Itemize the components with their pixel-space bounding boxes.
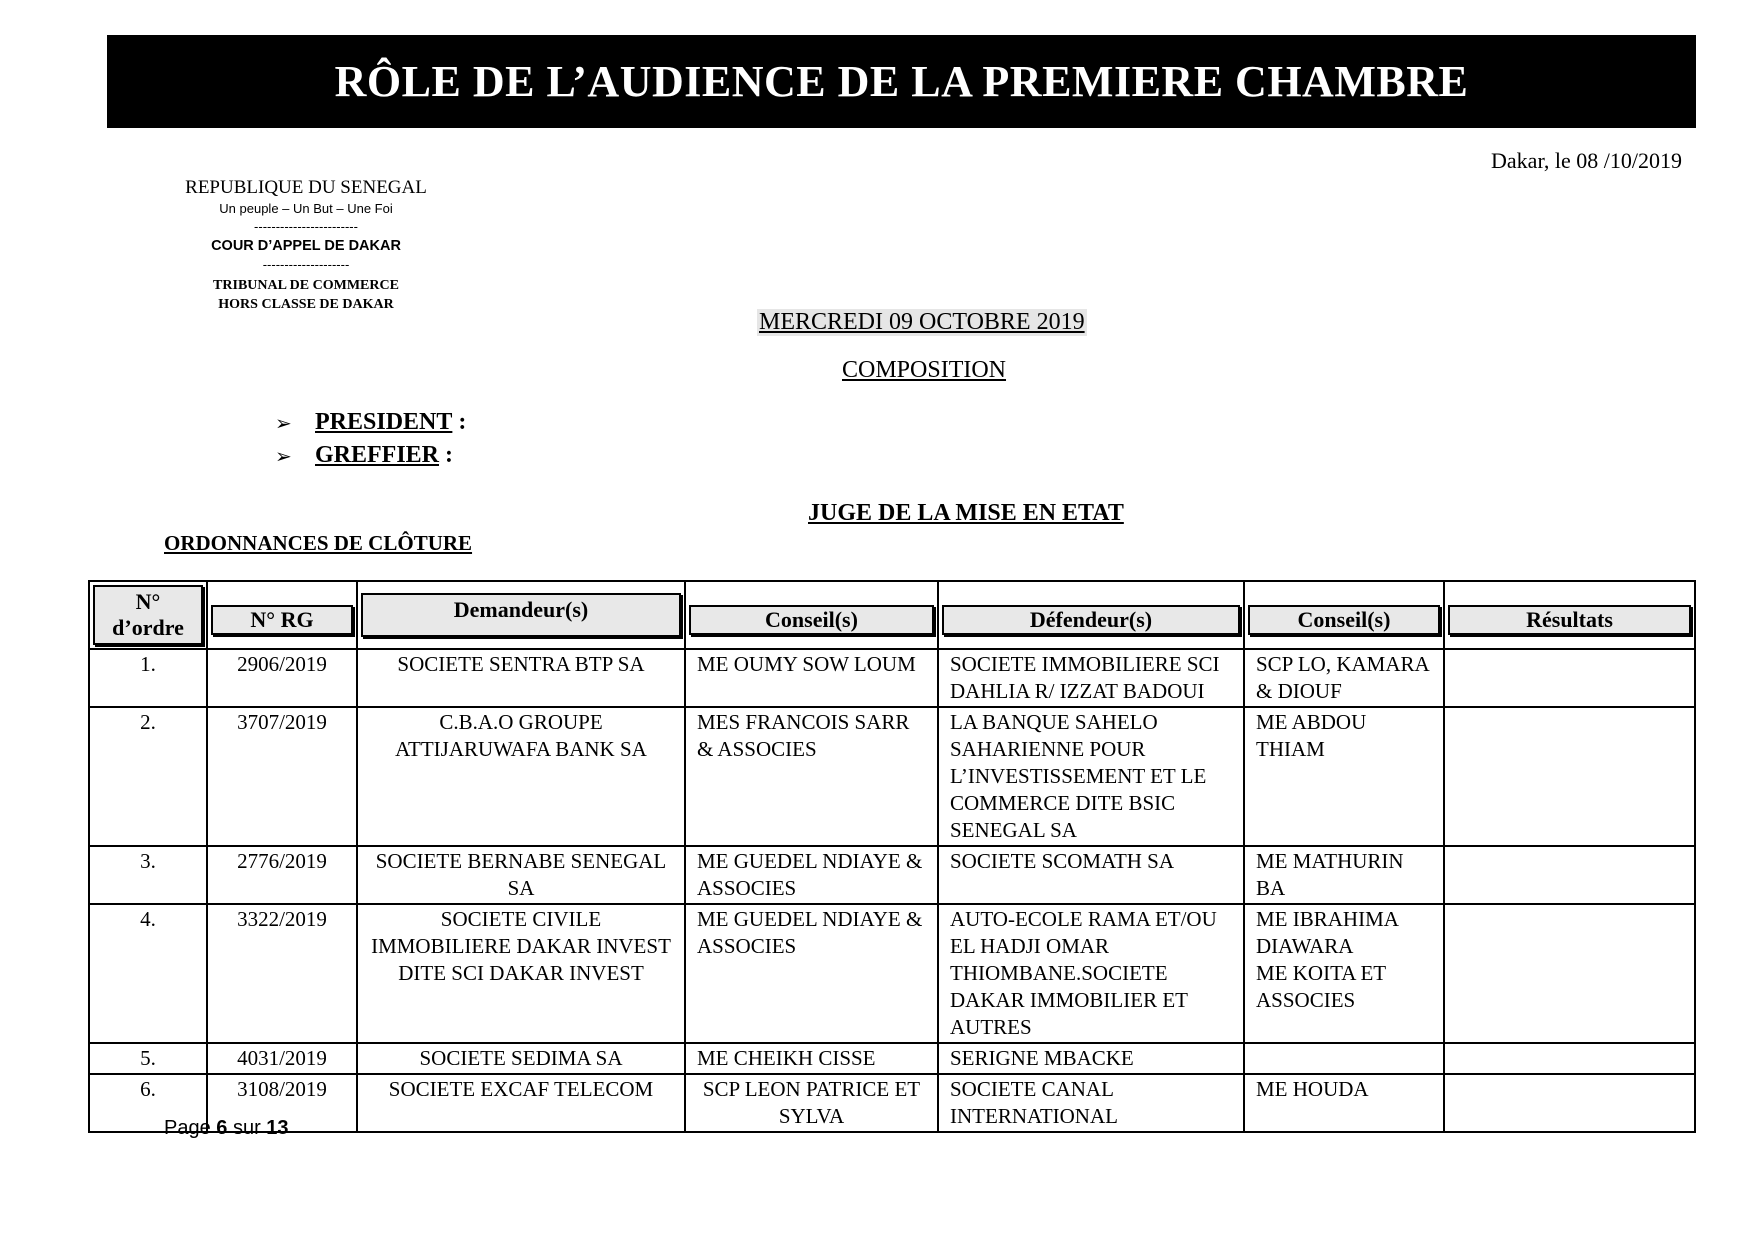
cell-resultat — [1444, 649, 1695, 707]
role-president — [275, 406, 466, 439]
cell-conseil: SCP LO, KAMARA & DIOUF — [1244, 649, 1444, 707]
cell-conseil — [1244, 904, 1444, 1043]
role-colon: : — [445, 442, 454, 468]
cell-rg: 2776/2019 — [207, 846, 357, 904]
cell-demandeur: SOCIETE SEDIMA SA — [357, 1043, 685, 1074]
cell-defendeur: AUTO-ECOLE RAMA ET/OU EL HADJI OMAR THIOMBANE.SOCIETE DAKAR IMMOBILIER ET AUTRES — [938, 904, 1244, 1043]
table-row — [89, 1043, 1695, 1074]
table-row — [89, 707, 1695, 846]
page-footer — [164, 1117, 289, 1140]
role-label: PRESIDENT — [315, 409, 453, 435]
cell-demandeur: SOCIETE BERNABE SENEGAL SA — [357, 846, 685, 904]
role-label: GREFFIER — [315, 442, 440, 468]
header-ordre-line1: N° — [135, 589, 161, 614]
conseil-line: ME IBRAHIMA DIAWARA — [1256, 907, 1398, 958]
cell-conseil: ME MATHURIN BA — [1244, 846, 1444, 904]
letterhead-court: COUR D’APPEL DE DAKAR — [211, 238, 401, 254]
header-ordre-line2: d’ordre — [112, 615, 184, 640]
cell-num: 1. — [89, 649, 207, 707]
cell-rg: 4031/2019 — [207, 1043, 357, 1074]
letterhead-separator: ------------------------ — [254, 219, 358, 234]
cell-conseil — [1244, 1043, 1444, 1074]
cell-conseil: ME GUEDEL NDIAYE & ASSOCIES — [685, 846, 938, 904]
table-header-row — [89, 581, 1695, 649]
cell-rg: 2906/2019 — [207, 649, 357, 707]
table-row — [89, 649, 1695, 707]
cell-num: 4. — [89, 904, 207, 1043]
cell-resultat — [1444, 1043, 1695, 1074]
footer-current-page: 6 — [216, 1117, 228, 1139]
composition-heading: COMPOSITION — [842, 357, 1007, 383]
cell-rg: 3108/2019 — [207, 1074, 357, 1132]
cell-conseil: ME HOUDA — [1244, 1074, 1444, 1132]
letterhead-tribunal-line1: TRIBUNAL DE COMMERCE — [213, 278, 399, 293]
cell-conseil: ME ABDOU THIAM — [1244, 707, 1444, 846]
cell-rg: 3322/2019 — [207, 904, 357, 1043]
cell-conseil: ME OUMY SOW LOUM — [685, 649, 938, 707]
header-resultats: Résultats — [1444, 581, 1695, 649]
header-demandeurs: Demandeur(s) — [357, 581, 685, 649]
cell-defendeur: SOCIETE IMMOBILIERE SCI DAHLIA R/ IZZAT BADOUI — [938, 649, 1244, 707]
letterhead-country: REPUBLIQUE DU SENEGAL — [185, 177, 427, 198]
role-colon: : — [458, 409, 467, 435]
cell-num: 3. — [89, 846, 207, 904]
role-greffier — [275, 439, 466, 472]
cases-table — [88, 580, 1696, 1133]
letterhead — [160, 177, 452, 314]
header-conseils: Conseil(s) — [1244, 581, 1444, 649]
letterhead-tribunal — [160, 276, 452, 314]
cell-resultat — [1444, 1074, 1695, 1132]
cell-demandeur: SOCIETE EXCAF TELECOM — [357, 1074, 685, 1132]
footer-middle: sur — [227, 1117, 267, 1139]
letterhead-tribunal-line2: HORS CLASSE DE DAKAR — [218, 297, 394, 312]
letterhead-separator: -------------------- — [262, 257, 350, 272]
juge-heading: JUGE DE LA MISE EN ETAT — [808, 500, 1124, 526]
cell-rg: 3707/2019 — [207, 707, 357, 846]
letterhead-motto: Un peuple – Un But – Une Foi — [219, 201, 393, 216]
cell-defendeur: LA BANQUE SAHELO SAHARIENNE POUR L’INVESTISSEMENT ET LE COMMERCE DITE BSIC SENEGAL SA — [938, 707, 1244, 846]
cell-defendeur: SERIGNE MBACKE — [938, 1043, 1244, 1074]
arrow-bullet-icon: ➢ — [275, 410, 292, 435]
table-row — [89, 904, 1695, 1043]
header-banner — [107, 35, 1696, 128]
cell-conseil: SCP LEON PATRICE ET SYLVA — [685, 1074, 938, 1132]
footer-prefix: Page — [164, 1117, 217, 1139]
table-row — [89, 1074, 1695, 1132]
header-defendeurs: Défendeur(s) — [938, 581, 1244, 649]
cell-num: 6. — [89, 1074, 207, 1132]
arrow-bullet-icon: ➢ — [275, 443, 292, 468]
cell-demandeur: C.B.A.O GROUPE ATTIJARUWAFA BANK SA — [357, 707, 685, 846]
document-date: Dakar, le 08 /10/2019 — [1491, 148, 1682, 173]
footer-total-pages: 13 — [266, 1117, 289, 1139]
composition-roles — [275, 406, 466, 472]
session-date: MERCREDI 09 OCTOBRE 2019 — [759, 309, 1085, 335]
header-conseils: Conseil(s) — [685, 581, 938, 649]
header-rg: N° RG — [207, 581, 357, 649]
cell-conseil: ME GUEDEL NDIAYE & ASSOCIES — [685, 904, 938, 1043]
cell-num: 5. — [89, 1043, 207, 1074]
cell-num: 2. — [89, 707, 207, 846]
table-row — [89, 846, 1695, 904]
cell-conseil: ME CHEIKH CISSE — [685, 1043, 938, 1074]
cell-resultat — [1444, 707, 1695, 846]
cell-defendeur: SOCIETE CANAL INTERNATIONAL — [938, 1074, 1244, 1132]
section-heading: ORDONNANCES DE CLÔTURE — [164, 531, 473, 555]
cell-demandeur: SOCIETE SENTRA BTP SA — [357, 649, 685, 707]
header-ordre — [89, 581, 207, 649]
document-title: RÔLE DE L’AUDIENCE DE LA PREMIERE CHAMBRE — [334, 57, 1469, 106]
cell-resultat — [1444, 904, 1695, 1043]
cell-demandeur: SOCIETE CIVILE IMMOBILIERE DAKAR INVEST DITE SCI DAKAR INVEST — [357, 904, 685, 1043]
conseil-line: ME KOITA ET ASSOCIES — [1256, 961, 1386, 1012]
cell-conseil: MES FRANCOIS SARR & ASSOCIES — [685, 707, 938, 846]
cell-defendeur: SOCIETE SCOMATH SA — [938, 846, 1244, 904]
cell-resultat — [1444, 846, 1695, 904]
